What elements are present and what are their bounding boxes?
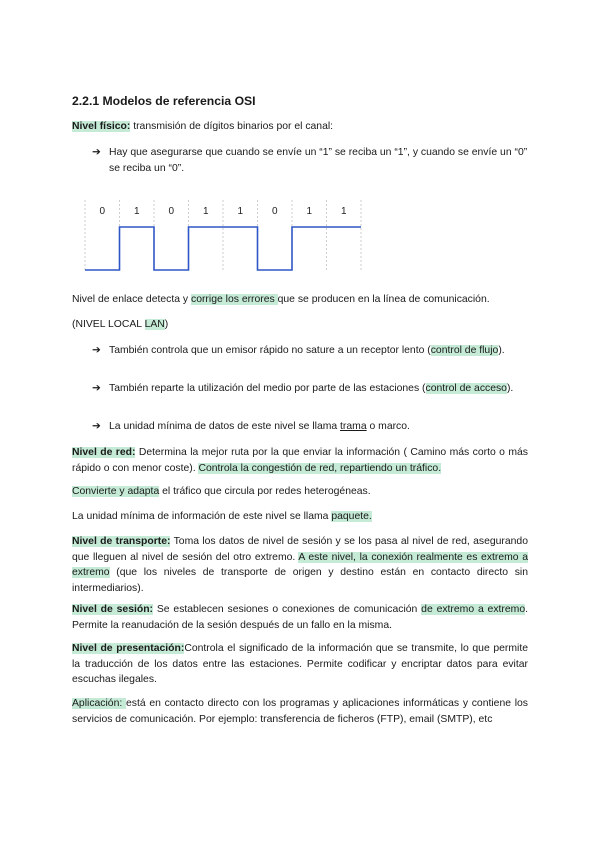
highlight-corrige-errores: corrige los errores [191,294,278,305]
bullet-control-acceso [92,381,528,397]
arrow-icon: ➔ [92,147,101,158]
text-transporte-a: Toma los datos de nivel de sesión y se los pasa al nivel de red, asegurando que lleguen al nivel de sesión del otro extremo. [72,536,528,563]
text-nivel-red: Determina la mejor ruta por la que enviar la información ( Camino más corto o más rápido o con menor coste). [72,447,528,474]
text-sesion-b: . Permite la reanudación de la sesión después de un fallo en la misma. [72,604,528,631]
bullet-fisico [92,145,528,176]
bit-labels [99,206,347,217]
highlight-lan: LAN [144,319,165,330]
bit-label: 0 [271,206,278,217]
bit-label: 1 [306,206,313,217]
paragraph-paquete [72,509,528,525]
highlight-control-acceso: control de acceso [425,383,507,394]
bullet-text-end: ). [506,383,514,394]
bit-label: 0 [168,206,175,217]
highlight-extremo-a-extremo: A este nivel, la conexión realmente es extremo a extremo [72,551,528,579]
bit-label: 0 [99,206,106,217]
text-convierte: el tráfico que circula por redes heterogéneas. [159,486,371,497]
bullet-text: También reparte la utilización del medio por parte de las estaciones ( [109,383,426,394]
label-nivel-fisico: Nivel físico: [72,121,131,132]
bullet-text: Hay que asegurarse que cuando se envíe un “1” se reciba un “1”, y cuando se envíe un “0” se reciba un “0”. [109,147,528,174]
bit-label: 1 [237,206,244,217]
paragraph-convierte [72,484,528,500]
paragraph-nivel-sesion [72,602,528,633]
paragraph-nivel-fisico [72,119,528,135]
paragraph-nivel-local [72,317,528,333]
paragraph-nivel-red [72,445,528,476]
text-sesion-a: Se establecen sesiones o conexiones de comunicación [153,604,422,615]
bullet-text: También controla que un emisor rápido no sature a un receptor lento ( [109,345,431,356]
bit-label: 1 [133,206,140,217]
text-enlace-a: Nivel de enlace detecta y [72,294,191,305]
section-title: 2.2.1 Modelos de referencia OSI [72,94,256,108]
highlight-paquete: paquete. [331,511,372,522]
arrow-icon: ➔ [92,383,101,394]
paragraph-nivel-transporte [72,534,528,596]
highlight-control-flujo: control de flujo [430,345,499,356]
underlined-trama: trama [340,421,367,432]
highlight-de-extremo: de extremo a extremo [421,604,526,615]
text-paquete: La unidad mínima de información de este nivel se llama [72,511,332,522]
text-nivel-local: (NIVEL LOCAL [72,319,145,330]
paragraph-enlace [72,292,528,308]
highlight-convierte: Convierte y adapta [72,486,160,497]
bit-label: 1 [340,206,347,217]
text-transporte-b: (que los niveles de transporte de origen y destino están en contacto directo sin intermediarios). [72,567,528,594]
bullet-trama [92,419,528,435]
text-aplicacion: está en contacto directo con los programas y aplicaciones informáticas y contiene los servicios de comunicación. Por ejemplo: transferencia de ficheros (FTP), email (SMTP), etc [72,698,528,725]
label-nivel-presentacion: Nivel de presentación: [72,643,185,654]
label-nivel-transporte: Nivel de transporte: [72,536,171,547]
label-aplicacion: Aplicación: [72,698,126,709]
bullet-text: La unidad mínima de datos de este nivel se llama [109,421,341,432]
bullet-text-end: o marco. [366,421,410,432]
bullet-control-flujo [92,343,528,359]
text-enlace-b: que se producen en la línea de comunicación. [277,294,490,305]
paragraph-aplicacion [72,696,528,727]
label-nivel-sesion: Nivel de sesión: [72,604,154,615]
binary-signal-chart [72,197,372,277]
text-paren-close: ) [164,319,169,330]
arrow-icon: ➔ [92,345,101,356]
label-nivel-red: Nivel de red: [72,447,136,458]
signal-grid [85,200,361,270]
arrow-icon: ➔ [92,421,101,432]
text-nivel-fisico: transmisión de dígitos binarios por el canal: [130,121,334,132]
bit-label: 1 [202,206,209,217]
paragraph-nivel-presentacion [72,641,528,688]
highlight-congestion: Controla la congestión de red, repartiendo un tráfico. [198,462,442,474]
text-presentacion: Controla el significado de la información que se transmite, lo que permite la traducción de los datos entre las estaciones. Permite codificar y encriptar datos para evitar escuchas ilegales. [72,643,528,686]
bullet-text-end: ). [498,345,505,356]
